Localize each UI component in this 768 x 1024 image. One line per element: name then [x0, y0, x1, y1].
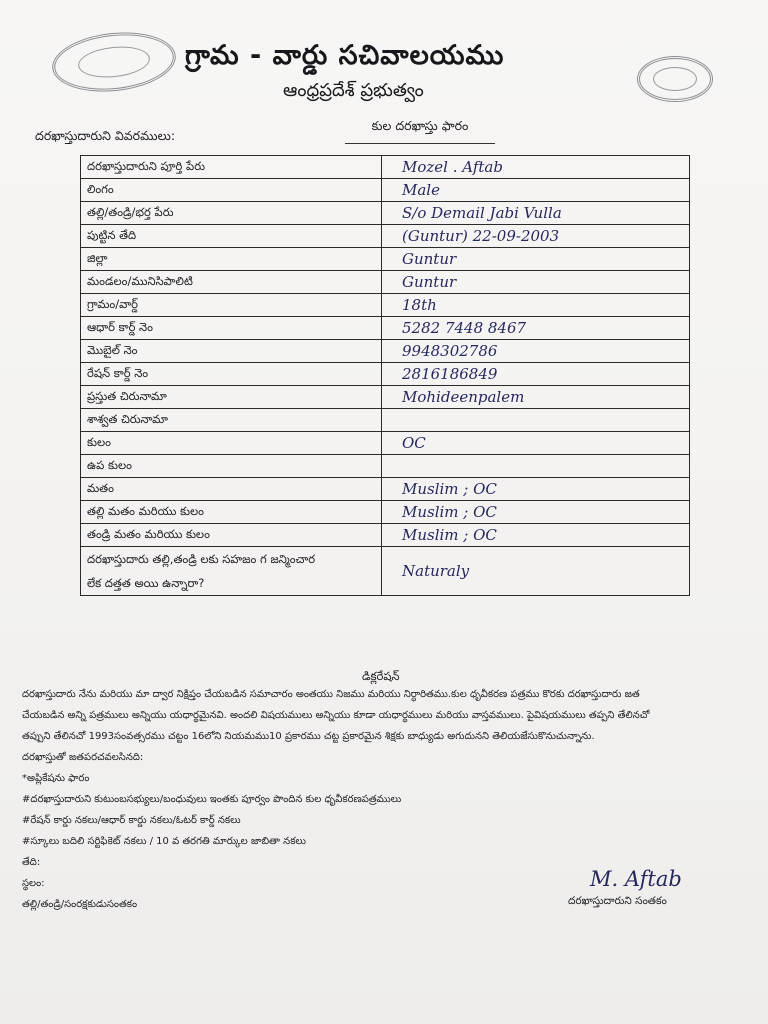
table-row	[81, 409, 690, 432]
table-row	[81, 478, 690, 501]
field-label: తండ్రి మతం మరియు కులం	[81, 524, 382, 547]
field-value: Muslim ; OC	[382, 478, 690, 501]
field-label: మతం	[81, 478, 382, 501]
table-row	[81, 294, 690, 317]
field-value: Guntur	[382, 248, 690, 271]
declaration-line: తేది:	[22, 857, 41, 868]
field-value: Male	[382, 179, 690, 202]
table-row	[81, 501, 690, 524]
field-value: Muslim ; OC	[382, 524, 690, 547]
office-seal-left	[49, 27, 178, 98]
field-label: రేషన్ కార్డ్ నెం	[81, 363, 382, 386]
declaration-line: #రేషన్ కార్డు నకలు/ఆధార్ కార్డు నకలు/ఓటర్ కార్డ్ నకలు	[22, 815, 241, 826]
field-value: S/o Demail Jabi Vulla	[382, 202, 690, 225]
applicant-details-table	[80, 155, 690, 596]
declaration-title: డిక్లరేషన్	[362, 669, 400, 683]
field-value: Naturaly	[382, 547, 690, 596]
table-row	[81, 156, 690, 179]
declaration-line: *అప్లికేషను ఫారం	[22, 773, 90, 784]
declaration-line: #స్కూలు బదిలి సర్టిఫికెట్ నకలు / 10 వ తరగతి మార్కుల జాబితా నకలు	[22, 836, 306, 847]
declaration-line: దరఖాస్తుతో జతపరచవలసినది:	[22, 752, 144, 763]
section-label: దరఖాస్తుదారుని వివరములు:	[35, 128, 176, 143]
field-label: కులం	[81, 432, 382, 455]
field-label: దరఖాస్తుదారుని పూర్తి పేరు	[81, 156, 382, 179]
field-label: లింగం	[81, 179, 382, 202]
table-row	[81, 386, 690, 409]
field-value	[382, 409, 690, 432]
table-row	[81, 432, 690, 455]
field-label: ఆధార్ కార్డ్ నెం	[81, 317, 382, 340]
field-value: 9948302786	[382, 340, 690, 363]
declaration-line: స్థలం:	[22, 878, 45, 889]
field-label: గ్రామం/వార్డ్	[81, 294, 382, 317]
applicant-signature: M. Aftab	[590, 867, 682, 891]
field-value: 2816186849	[382, 363, 690, 386]
field-value: Muslim ; OC	[382, 501, 690, 524]
field-label: జిల్లా	[81, 248, 382, 271]
declaration-line: దరఖాస్తుదారు నేను మరియు మా ద్వార నిక్షిప్తం చేయబడిన సమాచారం అంతయు నిజము మరియు నిర్ధారితము.కుల ధృవీకరణ పత్రము కొరకు దరఖాస్తుదారు జత	[22, 689, 640, 700]
field-label: శాశ్వత చిరునామా	[81, 409, 382, 432]
field-value	[382, 455, 690, 478]
field-label: తల్లి/తండ్రి/భర్త పేరు	[81, 202, 382, 225]
declaration-line: #దరఖాస్తుదారుని కుటుంబసభ్యులు/బంధువులు ఇంతకు పూర్వం పొందిన కుల ధృవీకరణపత్రములు	[22, 794, 402, 805]
table-row	[81, 271, 690, 294]
field-label-line: దరఖాస్తుదారు తల్లి,తండ్రి లకు సహజం గ జన్మించార	[87, 552, 316, 566]
table-row	[81, 524, 690, 547]
form-name: కుల దరఖాస్తు ఫారం	[345, 118, 495, 144]
field-value: Mohideenpalem	[382, 386, 690, 409]
field-label: ఉప కులం	[81, 455, 382, 478]
page-subtitle: ఆంధ్రప్రదేశ్ ప్రభుత్వం	[283, 80, 424, 101]
declaration-line: చేయబడిన అన్ని పత్రములు అన్నియు యధార్థమైనవి. అందలి విషయములు అన్నియు కూడా యధార్థములు మరియు వాస్తవములు. పైవిషయములు తప్పని తేలినచో	[22, 710, 650, 721]
field-value: 18th	[382, 294, 690, 317]
field-value: Mozel . Aftab	[382, 156, 690, 179]
field-value: OC	[382, 432, 690, 455]
signature-label: దరఖాస్తుదారుని సంతకం	[568, 895, 667, 907]
table-row	[81, 317, 690, 340]
field-label: తల్లి మతం మరియు కులం	[81, 501, 382, 524]
field-label: ప్రస్తుత చిరునామా	[81, 386, 382, 409]
table-row	[81, 340, 690, 363]
table-row	[81, 363, 690, 386]
table-row	[81, 248, 690, 271]
field-value: 5282 7448 8467	[382, 317, 690, 340]
table-row	[81, 455, 690, 478]
declaration-line: తల్లి/తండ్రి/సంరక్షకుడుసంతకం	[22, 899, 138, 910]
field-label	[81, 547, 382, 596]
field-label: మొబైల్ నెం	[81, 340, 382, 363]
declaration-line: తప్పుని తేలినచో 1993సంవత్సరము చట్టం 16లోని నియమము10 ప్రకారము చట్ట ప్రకారమైన శిక్షకు బాధ్యుడు అగుదునని తెలియజేసుకొనుచున్నాను.	[22, 731, 595, 742]
table-row	[81, 179, 690, 202]
page-title: గ్రామ - వార్డు సచివాలయము	[185, 40, 505, 71]
table-row	[81, 202, 690, 225]
table-row	[81, 547, 690, 596]
table-row	[81, 225, 690, 248]
field-label: పుట్టిన తేది	[81, 225, 382, 248]
field-label-line: లేక దత్తత అయి ఉన్నారా?	[87, 576, 205, 590]
field-value: (Guntur) 22-09-2003	[382, 225, 690, 248]
field-label: మండలం/మునిసిపాలిటి	[81, 271, 382, 294]
field-value: Guntur	[382, 271, 690, 294]
